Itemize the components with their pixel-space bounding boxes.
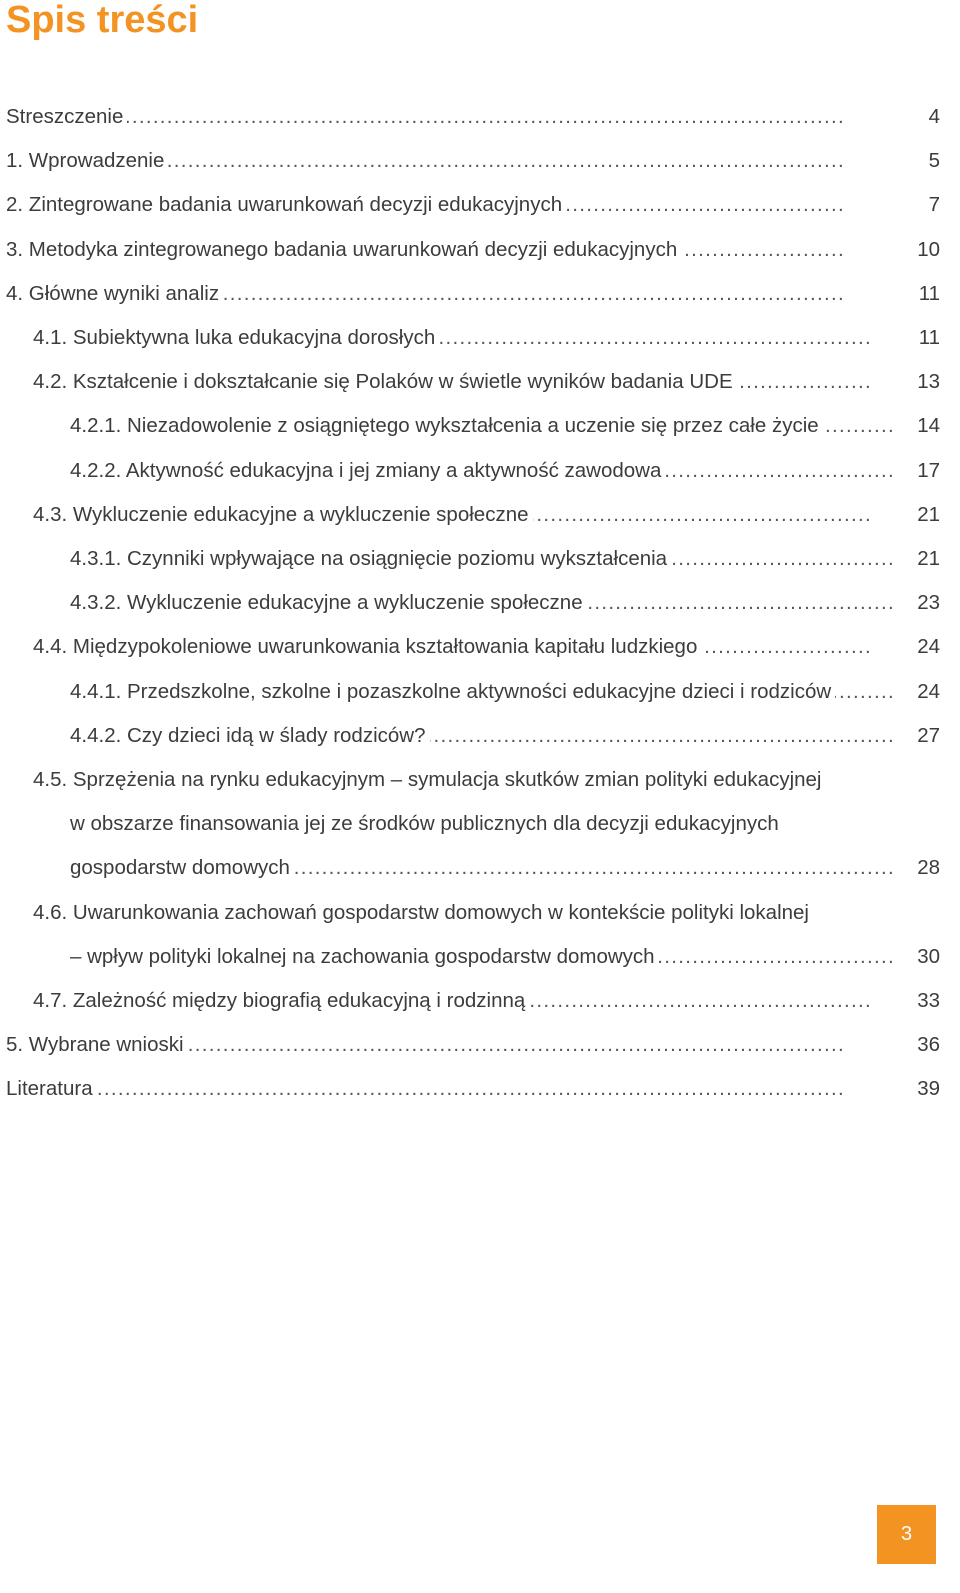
toc-entry-label: 3. Metodyka zintegrowanego badania uwarunkowań decyzji edukacyjnych — [6, 238, 681, 261]
toc-entry[interactable] — [0, 802, 940, 846]
toc-entry[interactable] — [0, 979, 940, 1023]
toc-entry[interactable] — [0, 228, 940, 272]
toc-entry-page: 17 — [917, 458, 940, 482]
toc-entry-label: – wpływ polityki lokalnej na zachowania gospodarstw domowych — [70, 945, 659, 968]
toc-entry-label: Literatura — [6, 1077, 97, 1100]
toc-entry-page: 11 — [918, 326, 940, 349]
toc-entry-page: 33 — [917, 989, 940, 1012]
toc-entry-page: 11 — [918, 281, 940, 305]
toc-entry-label: gospodarstw domowych — [70, 856, 294, 879]
toc-entry[interactable] — [0, 404, 940, 448]
toc-entry-label: 4.2.1. Niezadowolenie z osiągniętego wykształcenia a uczenie się przez całe życie — [70, 414, 823, 437]
toc-entry-label: Streszczenie — [6, 105, 127, 128]
toc-entry[interactable] — [0, 625, 940, 669]
toc-entry-label: w obszarze finansowania jej ze środków publicznych dla decyzji edukacyjnych — [70, 812, 783, 835]
toc-entry[interactable] — [0, 581, 940, 625]
toc-entry[interactable] — [0, 183, 940, 227]
toc-entry[interactable] — [0, 493, 940, 537]
toc-entry-label: 4.2.2. Aktywność edukacyjna i jej zmiany a aktywność zawodowa — [70, 459, 665, 482]
toc-entry-page: 7 — [928, 193, 940, 217]
toc-entry[interactable] — [0, 1067, 940, 1111]
toc-entry[interactable] — [0, 360, 940, 404]
toc-entry-page: 14 — [917, 414, 940, 438]
toc-entry-label: 4. Główne wyniki analiz — [6, 282, 223, 305]
toc-entry-page: 27 — [917, 723, 940, 747]
toc-entry[interactable] — [0, 316, 940, 360]
toc-entry-page: 24 — [917, 635, 940, 659]
toc-entry[interactable] — [0, 846, 940, 890]
toc-entry-page: 21 — [917, 547, 940, 570]
toc-entry-label: 2. Zintegrowane badania uwarunkowań decyzji edukacyjnych — [6, 193, 566, 216]
toc-entry[interactable] — [0, 935, 940, 979]
toc-entry-page: 23 — [917, 591, 940, 615]
page-number-badge: 3 — [877, 1505, 936, 1564]
toc-entry[interactable] — [0, 714, 940, 758]
toc-entry-label: 4.6. Uwarunkowania zachowań gospodarstw domowych w kontekście polityki lokalnej — [33, 901, 813, 924]
toc-entry-label: 4.4.2. Czy dzieci idą w ślady rodziców? — [70, 724, 430, 747]
toc-entry-label: 4.3. Wykluczenie edukacyjne a wykluczenie społeczne — [33, 503, 533, 526]
toc-entry-label: 4.4.1. Przedszkolne, szkolne i pozaszkolne aktywności edukacyjne dzieci i rodziców — [70, 680, 835, 703]
toc-entry-label: 4.3.2. Wykluczenie edukacyjne a wykluczenie społeczne — [70, 591, 587, 614]
toc-entry-page: 30 — [917, 944, 940, 968]
toc-entry-label: 4.3.1. Czynniki wpływające na osiągnięcie poziomu wykształcenia — [70, 547, 671, 570]
toc-entry-label: 4.4. Międzypokoleniowe uwarunkowania kształtowania kapitału ludzkiego — [33, 635, 701, 658]
toc-entry-page: 36 — [917, 1033, 940, 1057]
toc-entry-label: 4.1. Subiektywna luka edukacyjna dorosłych — [33, 326, 439, 349]
toc-entry[interactable] — [0, 1023, 940, 1067]
toc-entry-page: 4 — [928, 105, 940, 128]
toc-entry[interactable] — [0, 272, 940, 316]
toc-entry-page: 13 — [917, 370, 940, 394]
toc-entry-label: 4.7. Zależność między biografią edukacyjną i rodzinną — [33, 989, 529, 1012]
toc-entry[interactable] — [0, 95, 940, 139]
toc-entry-page: 21 — [917, 502, 940, 526]
toc-entry-label: 5. Wybrane wnioski — [6, 1033, 188, 1056]
toc-entry[interactable] — [0, 449, 940, 493]
toc-entry-page: 5 — [928, 149, 940, 173]
toc-entry[interactable] — [0, 537, 940, 581]
toc-entry-label: 1. Wprowadzenie — [6, 149, 168, 172]
toc-entry-label: 4.5. Sprzężenia na rynku edukacyjnym – symulacja skutków zmian polityki edukacyjnej — [33, 768, 825, 791]
toc-entry[interactable] — [0, 758, 940, 802]
toc-entry-page: 39 — [917, 1077, 940, 1101]
toc-entry[interactable] — [0, 139, 940, 183]
toc-entry[interactable] — [0, 670, 940, 714]
toc-entry-label: 4.2. Kształcenie i dokształcanie się Polaków w świetle wyników badania UDE — [33, 370, 737, 393]
toc-entry[interactable] — [0, 891, 940, 935]
toc-entry-page: 28 — [917, 856, 940, 880]
toc-entry-page: 10 — [917, 237, 940, 261]
toc-entry-page: 24 — [917, 679, 940, 703]
page-title: Spis treści — [6, 0, 199, 41]
